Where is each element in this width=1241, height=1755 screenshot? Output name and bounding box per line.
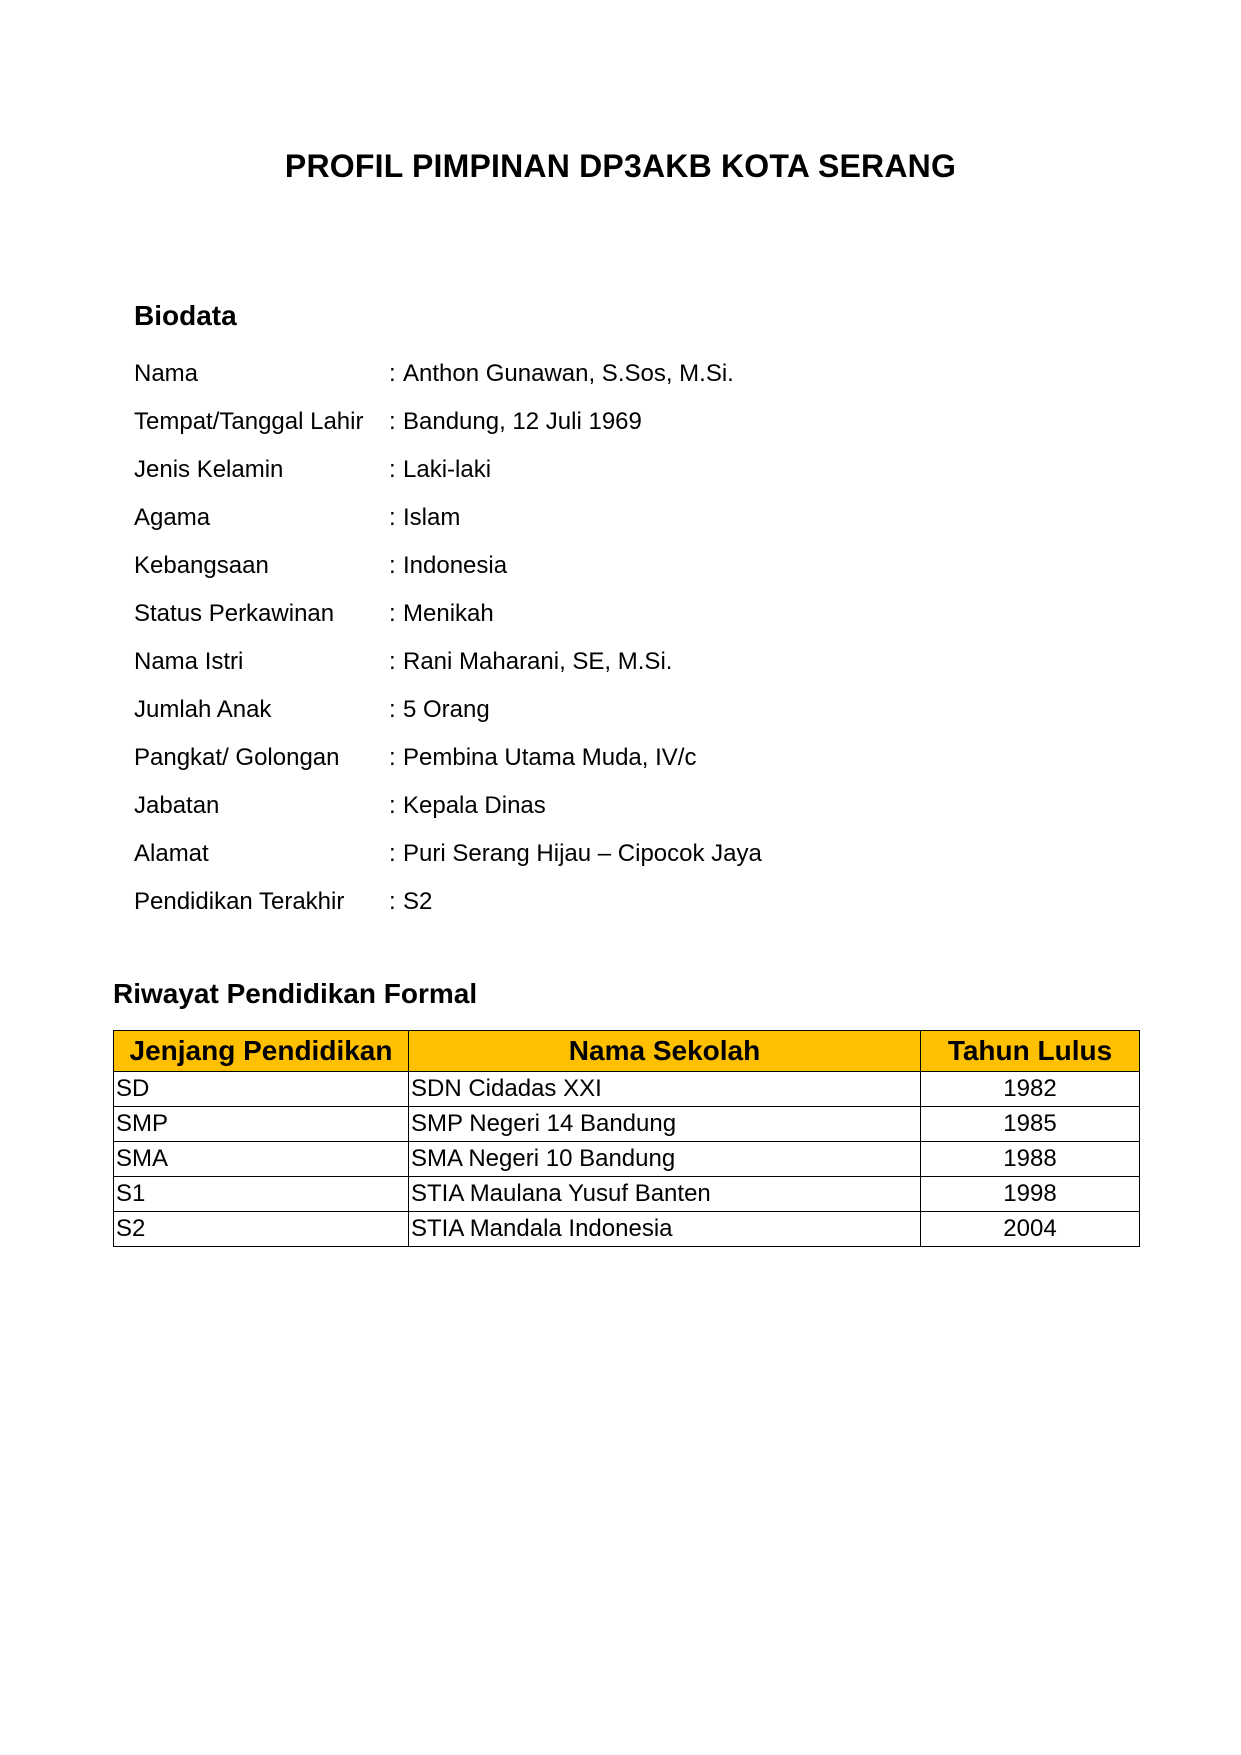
cell-level: SD <box>114 1072 409 1107</box>
column-header-jenjang: Jenjang Pendidikan <box>114 1031 409 1072</box>
biodata-row-kebangsaan <box>134 542 1034 590</box>
biodata-label: Status Perkawinan <box>134 600 335 627</box>
biodata-separator: : <box>389 408 396 435</box>
table-row <box>114 1212 1140 1247</box>
biodata-row-alamat <box>134 830 1034 878</box>
biodata-separator: : <box>389 552 396 579</box>
cell-level: SMA <box>114 1142 409 1177</box>
biodata-label: Pangkat/ Golongan <box>134 744 340 771</box>
biodata-row-jenis-kelamin <box>134 446 1034 494</box>
biodata-value: Puri Serang Hijau – Cipocok Jaya <box>403 840 762 867</box>
biodata-value: Indonesia <box>403 552 508 579</box>
cell-school: SDN Cidadas XXI <box>409 1072 921 1107</box>
table-row <box>114 1142 1140 1177</box>
column-header-tahun-lulus: Tahun Lulus <box>921 1031 1140 1072</box>
biodata-row-ttl <box>134 398 1034 446</box>
biodata-row-jabatan <box>134 782 1034 830</box>
biodata-label: Jabatan <box>134 792 220 819</box>
cell-school: SMP Negeri 14 Bandung <box>409 1107 921 1142</box>
biodata-row-pangkat <box>134 734 1034 782</box>
biodata-row-status-perkawinan <box>134 590 1034 638</box>
table-row <box>114 1107 1140 1142</box>
education-heading: Riwayat Pendidikan Formal <box>113 978 478 1009</box>
biodata-row-nama <box>134 350 1034 398</box>
biodata-separator: : <box>389 840 396 867</box>
biodata-value: Laki-laki <box>403 456 492 483</box>
biodata-row-jumlah-anak <box>134 686 1034 734</box>
biodata-value: S2 <box>403 888 433 915</box>
table-row <box>114 1177 1140 1212</box>
table-header-row <box>114 1031 1140 1072</box>
biodata-value: 5 Orang <box>403 696 490 723</box>
biodata-separator: : <box>389 696 396 723</box>
biodata-label: Nama <box>134 360 199 387</box>
cell-year: 1998 <box>921 1177 1140 1212</box>
biodata-separator: : <box>389 360 396 387</box>
cell-school: STIA Maulana Yusuf Banten <box>409 1177 921 1212</box>
cell-level: S1 <box>114 1177 409 1212</box>
biodata-heading: Biodata <box>134 300 237 331</box>
cell-year: 1982 <box>921 1072 1140 1107</box>
biodata-separator: : <box>389 600 396 627</box>
biodata-separator: : <box>389 888 396 915</box>
column-header-nama-sekolah: Nama Sekolah <box>409 1031 921 1072</box>
cell-level: SMP <box>114 1107 409 1142</box>
cell-year: 1985 <box>921 1107 1140 1142</box>
biodata-list <box>134 350 1034 926</box>
biodata-label: Pendidikan Terakhir <box>134 888 345 915</box>
biodata-separator: : <box>389 792 396 819</box>
biodata-separator: : <box>389 744 396 771</box>
biodata-value: Anthon Gunawan, S.Sos, M.Si. <box>403 360 734 387</box>
biodata-value: Menikah <box>403 600 494 627</box>
biodata-label: Alamat <box>134 840 209 867</box>
biodata-label: Tempat/Tanggal Lahir <box>134 408 364 435</box>
table-row <box>114 1072 1140 1107</box>
biodata-row-pendidikan-terakhir <box>134 878 1034 926</box>
biodata-label: Jenis Kelamin <box>134 456 284 483</box>
biodata-label: Nama Istri <box>134 648 244 675</box>
biodata-value: Rani Maharani, SE, M.Si. <box>403 648 673 675</box>
biodata-label: Kebangsaan <box>134 552 269 579</box>
education-table <box>113 1030 1140 1247</box>
biodata-separator: : <box>389 456 396 483</box>
cell-year: 1988 <box>921 1142 1140 1177</box>
biodata-label: Jumlah Anak <box>134 696 272 723</box>
cell-level: S2 <box>114 1212 409 1247</box>
biodata-separator: : <box>389 504 396 531</box>
biodata-separator: : <box>389 648 396 675</box>
biodata-value: Kepala Dinas <box>403 792 546 819</box>
cell-school: STIA Mandala Indonesia <box>409 1212 921 1247</box>
biodata-row-agama <box>134 494 1034 542</box>
biodata-value: Bandung, 12 Juli 1969 <box>403 408 642 435</box>
biodata-value: Pembina Utama Muda, IV/c <box>403 744 697 771</box>
cell-year: 2004 <box>921 1212 1140 1247</box>
biodata-label: Agama <box>134 504 211 531</box>
cell-school: SMA Negeri 10 Bandung <box>409 1142 921 1177</box>
biodata-value: Islam <box>403 504 461 531</box>
page-title: PROFIL PIMPINAN DP3AKB KOTA SERANG <box>284 148 957 184</box>
biodata-row-nama-istri <box>134 638 1034 686</box>
